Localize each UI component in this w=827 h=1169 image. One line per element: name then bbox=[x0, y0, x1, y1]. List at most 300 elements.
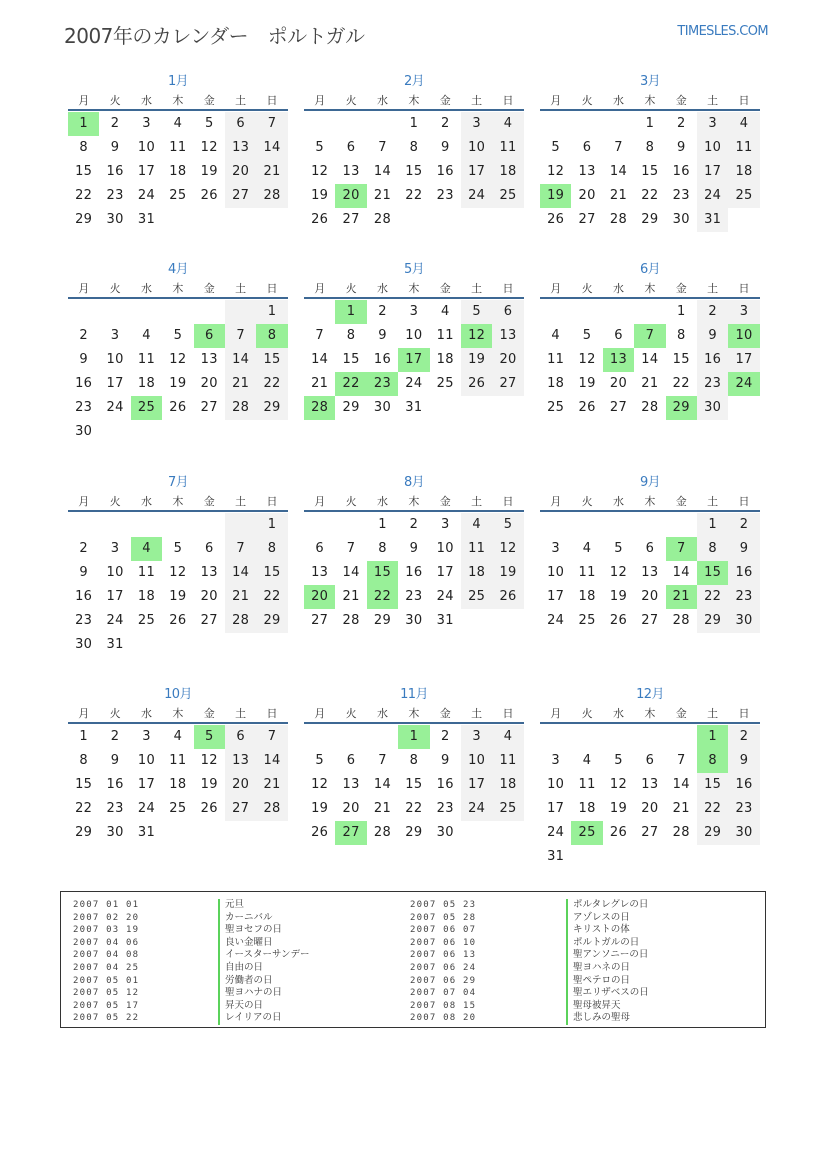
month-block bbox=[540, 260, 760, 420]
day-cell: 11 bbox=[547, 352, 565, 367]
weekday-label: 火 bbox=[581, 495, 593, 508]
empty-day-cell bbox=[335, 725, 366, 749]
day-cell: 25 bbox=[461, 585, 492, 609]
day-cell: 11 bbox=[578, 777, 596, 792]
holiday-name: 昇天の日 bbox=[218, 1000, 310, 1013]
day-cell: 25 bbox=[492, 184, 523, 208]
empty-day-cell bbox=[571, 513, 602, 537]
weekday-label: 木 bbox=[644, 94, 656, 107]
day-cell: 15 bbox=[697, 773, 728, 797]
day-cell: 11 bbox=[492, 749, 523, 773]
day-cell: 26 bbox=[547, 212, 565, 227]
day-cell: 13 bbox=[578, 164, 596, 179]
day-cell: 23 bbox=[436, 801, 454, 816]
weekday-label: 火 bbox=[581, 282, 593, 295]
day-cell: 26 bbox=[492, 585, 523, 609]
holiday-name: 聖エリザベスの日 bbox=[566, 987, 649, 1000]
day-cell: 8 bbox=[409, 140, 419, 155]
holiday-date: 2007 06 13 bbox=[410, 950, 477, 961]
holiday-day-cell: 23 bbox=[367, 372, 398, 396]
day-cell: 25 bbox=[169, 801, 187, 816]
day-cell: 30 bbox=[75, 424, 93, 439]
day-cell: 17 bbox=[461, 773, 492, 797]
month-block bbox=[68, 473, 288, 657]
day-cell: 13 bbox=[492, 324, 523, 348]
day-cell: 9 bbox=[676, 140, 686, 155]
day-cell: 11 bbox=[137, 352, 156, 367]
day-cell: 13 bbox=[200, 565, 218, 580]
day-cell: 14 bbox=[641, 352, 659, 367]
day-cell: 30 bbox=[697, 396, 728, 420]
day-cell: 22 bbox=[697, 797, 728, 821]
day-cell: 8 bbox=[697, 537, 728, 561]
day-cell: 3 bbox=[461, 725, 492, 749]
day-cell: 22 bbox=[672, 376, 690, 391]
day-cell: 20 bbox=[225, 773, 256, 797]
day-cell: 10 bbox=[461, 749, 492, 773]
day-cell: 25 bbox=[547, 400, 565, 415]
day-cell: 1 bbox=[409, 116, 419, 131]
day-cell: 13 bbox=[641, 565, 659, 580]
day-cell: 2 bbox=[728, 725, 759, 749]
day-cell: 10 bbox=[547, 565, 565, 580]
day-cell: 4 bbox=[173, 116, 183, 131]
weekday-label: 土 bbox=[235, 282, 247, 295]
day-cell: 2 bbox=[440, 116, 450, 131]
holiday-date: 2007 04 08 bbox=[73, 950, 140, 961]
day-cell: 26 bbox=[311, 825, 329, 840]
holiday-date: 2007 08 20 bbox=[410, 1013, 477, 1024]
day-cell: 7 bbox=[225, 537, 256, 561]
day-cell: 9 bbox=[79, 352, 88, 367]
day-cell: 24 bbox=[436, 589, 454, 604]
weekday-label: 木 bbox=[408, 94, 420, 107]
weekday-label: 月 bbox=[550, 282, 562, 295]
month-name: 9月 bbox=[639, 475, 661, 490]
day-cell: 19 bbox=[461, 348, 492, 372]
day-cell: 14 bbox=[609, 164, 628, 179]
weekday-label: 木 bbox=[644, 282, 656, 295]
holiday-date: 2007 01 01 bbox=[73, 900, 140, 910]
day-cell: 22 bbox=[256, 585, 287, 609]
day-cell: 27 bbox=[609, 400, 628, 415]
day-cell: 19 bbox=[609, 801, 628, 816]
day-cell: 12 bbox=[311, 777, 329, 792]
weekday-label: 土 bbox=[235, 94, 247, 107]
day-cell: 30 bbox=[106, 212, 124, 227]
day-cell: 9 bbox=[697, 324, 728, 348]
day-grid bbox=[540, 300, 760, 420]
holiday-date: 2007 03 19 bbox=[73, 925, 140, 936]
day-cell: 12 bbox=[578, 352, 596, 367]
day-cell: 30 bbox=[436, 825, 454, 840]
weekday-label: 水 bbox=[376, 495, 388, 508]
day-cell: 5 bbox=[614, 753, 623, 768]
holiday-day-cell: 24 bbox=[728, 372, 759, 396]
empty-day-cell bbox=[367, 725, 398, 749]
day-cell: 22 bbox=[641, 188, 659, 203]
holiday-day-cell: 22 bbox=[367, 585, 398, 609]
day-cell: 19 bbox=[609, 589, 628, 604]
weekday-label: 土 bbox=[471, 282, 483, 295]
weekday-label: 月 bbox=[550, 707, 562, 720]
day-cell: 5 bbox=[173, 328, 183, 343]
day-cell: 12 bbox=[492, 537, 523, 561]
holiday-date: 2007 06 24 bbox=[410, 962, 477, 973]
day-cell: 23 bbox=[405, 589, 423, 604]
day-cell: 27 bbox=[311, 613, 329, 628]
day-cell: 2 bbox=[409, 517, 419, 532]
month-block bbox=[540, 473, 760, 633]
day-cell: 16 bbox=[728, 561, 759, 585]
day-grid bbox=[68, 300, 288, 444]
day-cell: 18 bbox=[578, 589, 596, 604]
day-cell: 1 bbox=[256, 300, 287, 324]
day-cell: 3 bbox=[110, 541, 120, 556]
day-cell: 21 bbox=[373, 188, 392, 203]
holiday-day-cell: 4 bbox=[131, 537, 162, 561]
weekday-label: 土 bbox=[235, 707, 247, 720]
day-cell: 21 bbox=[256, 773, 287, 797]
day-cell: 19 bbox=[200, 164, 218, 179]
holiday-date: 2007 05 12 bbox=[73, 988, 140, 999]
day-cell: 31 bbox=[106, 637, 124, 652]
day-cell: 5 bbox=[315, 753, 324, 768]
day-cell: 6 bbox=[582, 140, 592, 155]
weekday-label: 日 bbox=[738, 282, 750, 295]
weekday-label: 月 bbox=[78, 707, 90, 720]
day-grid bbox=[304, 725, 524, 845]
day-cell: 15 bbox=[75, 164, 93, 179]
day-cell: 5 bbox=[551, 140, 560, 155]
day-cell: 3 bbox=[440, 517, 450, 532]
day-cell: 23 bbox=[672, 188, 690, 203]
empty-day-cell bbox=[225, 513, 256, 537]
weekday-label: 土 bbox=[471, 94, 483, 107]
day-cell: 11 bbox=[728, 136, 759, 160]
day-cell: 28 bbox=[373, 212, 392, 227]
day-cell: 28 bbox=[342, 613, 360, 628]
weekday-label: 土 bbox=[707, 282, 719, 295]
holiday-name: 良い金曜日 bbox=[218, 937, 310, 950]
day-cell: 18 bbox=[137, 589, 156, 604]
day-cell: 25 bbox=[169, 188, 187, 203]
day-cell: 28 bbox=[256, 797, 287, 821]
weekday-label: 木 bbox=[644, 495, 656, 508]
day-cell: 16 bbox=[697, 348, 728, 372]
holiday-name: ポルトガルの日 bbox=[566, 937, 649, 950]
weekday-label: 水 bbox=[376, 707, 388, 720]
day-cell: 4 bbox=[551, 328, 560, 343]
holiday-day-cell: 12 bbox=[461, 324, 492, 348]
month-block bbox=[68, 685, 288, 845]
day-cell: 23 bbox=[106, 801, 124, 816]
month-block bbox=[304, 685, 524, 845]
day-cell: 6 bbox=[315, 541, 324, 556]
day-cell: 12 bbox=[169, 565, 187, 580]
day-cell: 8 bbox=[676, 328, 686, 343]
weekday-label: 日 bbox=[266, 282, 278, 295]
weekday-label: 月 bbox=[78, 282, 90, 295]
holiday-name: 聖ペテロの日 bbox=[566, 975, 649, 988]
day-cell: 18 bbox=[492, 773, 523, 797]
weekday-label: 金 bbox=[439, 495, 451, 508]
empty-day-cell bbox=[603, 725, 634, 749]
day-cell: 6 bbox=[346, 140, 356, 155]
weekday-label: 日 bbox=[738, 495, 750, 508]
weekday-label: 木 bbox=[408, 495, 420, 508]
day-cell: 13 bbox=[641, 777, 659, 792]
day-cell: 14 bbox=[373, 777, 392, 792]
day-cell: 28 bbox=[672, 825, 690, 840]
day-cell: 17 bbox=[436, 565, 454, 580]
month-block bbox=[304, 473, 524, 633]
day-cell: 9 bbox=[728, 537, 759, 561]
weekday-label: 火 bbox=[109, 94, 121, 107]
day-cell: 14 bbox=[373, 164, 392, 179]
day-cell: 31 bbox=[547, 849, 565, 864]
day-cell: 22 bbox=[405, 188, 423, 203]
day-cell: 28 bbox=[256, 184, 287, 208]
day-cell: 11 bbox=[436, 328, 454, 343]
holiday-day-cell: 7 bbox=[666, 537, 697, 561]
day-cell: 22 bbox=[75, 188, 93, 203]
day-cell: 10 bbox=[106, 565, 124, 580]
day-cell: 14 bbox=[225, 561, 256, 585]
empty-day-cell bbox=[603, 300, 634, 324]
holiday-date: 2007 05 17 bbox=[73, 1000, 140, 1011]
holiday-date: 2007 07 04 bbox=[410, 988, 477, 999]
day-cell: 3 bbox=[697, 112, 728, 136]
holiday-dates-col-1 bbox=[73, 899, 139, 1025]
holiday-day-cell: 17 bbox=[398, 348, 429, 372]
holiday-list bbox=[60, 891, 766, 1028]
day-grid bbox=[540, 112, 760, 232]
day-cell: 24 bbox=[697, 184, 728, 208]
holiday-name: カーニバル bbox=[218, 912, 310, 925]
day-cell: 6 bbox=[225, 725, 256, 749]
day-cell: 30 bbox=[728, 609, 759, 633]
day-cell: 22 bbox=[75, 801, 93, 816]
day-cell: 6 bbox=[645, 753, 655, 768]
holiday-day-cell: 1 bbox=[697, 725, 728, 749]
day-cell: 16 bbox=[728, 773, 759, 797]
day-cell: 2 bbox=[79, 328, 88, 343]
weekday-label: 火 bbox=[109, 495, 121, 508]
day-cell: 27 bbox=[578, 212, 596, 227]
day-cell: 2 bbox=[79, 541, 88, 556]
day-cell: 20 bbox=[200, 376, 218, 391]
holiday-date: 2007 06 29 bbox=[410, 975, 477, 986]
day-cell: 5 bbox=[315, 140, 324, 155]
day-cell: 12 bbox=[200, 140, 218, 155]
day-cell: 5 bbox=[173, 541, 183, 556]
day-cell: 18 bbox=[547, 376, 565, 391]
weekday-label: 月 bbox=[550, 94, 562, 107]
day-cell: 8 bbox=[378, 541, 387, 556]
empty-day-cell bbox=[571, 112, 602, 136]
day-cell: 19 bbox=[169, 589, 187, 604]
holiday-name: ポルタレグレの日 bbox=[566, 899, 649, 912]
day-cell: 18 bbox=[578, 801, 596, 816]
day-cell: 11 bbox=[492, 136, 523, 160]
weekday-header bbox=[540, 280, 760, 299]
day-cell: 9 bbox=[378, 328, 387, 343]
day-cell: 19 bbox=[311, 801, 329, 816]
weekday-label: 木 bbox=[172, 495, 184, 508]
month-name: 1月 bbox=[167, 74, 189, 89]
empty-day-cell bbox=[194, 300, 225, 324]
day-cell: 16 bbox=[373, 352, 392, 367]
weekday-label: 月 bbox=[314, 707, 326, 720]
day-cell: 15 bbox=[256, 561, 287, 585]
day-cell: 29 bbox=[75, 212, 93, 227]
empty-day-cell bbox=[68, 300, 99, 324]
weekday-label: 木 bbox=[408, 282, 420, 295]
holiday-name: 聖アンソニーの日 bbox=[566, 949, 649, 962]
empty-day-cell bbox=[131, 513, 162, 537]
holiday-day-cell: 1 bbox=[68, 112, 99, 136]
day-cell: 2 bbox=[110, 729, 120, 744]
weekday-label: 日 bbox=[502, 94, 514, 107]
day-cell: 16 bbox=[75, 589, 93, 604]
weekday-label: 日 bbox=[266, 94, 278, 107]
holiday-name: レイリアの日 bbox=[218, 1012, 310, 1025]
day-cell: 23 bbox=[728, 585, 759, 609]
day-cell: 29 bbox=[373, 613, 392, 628]
day-cell: 17 bbox=[137, 777, 156, 792]
day-cell: 18 bbox=[461, 561, 492, 585]
day-cell: 1 bbox=[676, 304, 686, 319]
weekday-label: 水 bbox=[140, 94, 152, 107]
day-cell: 17 bbox=[106, 589, 124, 604]
day-cell: 21 bbox=[609, 188, 628, 203]
day-cell: 6 bbox=[492, 300, 523, 324]
day-cell: 2 bbox=[378, 304, 387, 319]
weekday-label: 土 bbox=[707, 707, 719, 720]
weekday-label: 土 bbox=[471, 707, 483, 720]
day-cell: 10 bbox=[137, 140, 156, 155]
holiday-day-cell: 1 bbox=[398, 725, 429, 749]
month-block bbox=[304, 72, 524, 232]
holiday-day-cell: 28 bbox=[304, 396, 335, 420]
empty-day-cell bbox=[666, 725, 697, 749]
day-cell: 28 bbox=[641, 400, 659, 415]
weekday-label: 木 bbox=[172, 707, 184, 720]
weekday-header bbox=[540, 493, 760, 512]
holiday-name: 元旦 bbox=[218, 899, 310, 912]
day-grid bbox=[304, 513, 524, 633]
day-cell: 29 bbox=[75, 825, 93, 840]
day-cell: 13 bbox=[225, 749, 256, 773]
holiday-day-cell: 8 bbox=[697, 749, 728, 773]
day-cell: 15 bbox=[641, 164, 659, 179]
empty-day-cell bbox=[634, 300, 665, 324]
holiday-name: 聖ヨハナの日 bbox=[218, 987, 310, 1000]
weekday-label: 水 bbox=[612, 707, 624, 720]
holiday-name: 悲しみの聖母 bbox=[566, 1012, 649, 1025]
holiday-date: 2007 06 07 bbox=[410, 925, 477, 936]
holiday-day-cell: 5 bbox=[194, 725, 225, 749]
day-cell: 7 bbox=[378, 140, 387, 155]
day-cell: 6 bbox=[204, 541, 214, 556]
day-cell: 24 bbox=[137, 188, 156, 203]
day-cell: 11 bbox=[137, 565, 156, 580]
day-cell: 4 bbox=[582, 753, 592, 768]
day-cell: 27 bbox=[200, 400, 218, 415]
holiday-date: 2007 05 22 bbox=[73, 1013, 140, 1024]
day-cell: 13 bbox=[342, 777, 360, 792]
holiday-name: 聖ヨハネの日 bbox=[566, 962, 649, 975]
holiday-day-cell: 20 bbox=[304, 585, 335, 609]
day-cell: 26 bbox=[609, 825, 628, 840]
day-cell: 12 bbox=[609, 565, 628, 580]
day-cell: 17 bbox=[728, 348, 759, 372]
day-cell: 25 bbox=[728, 184, 759, 208]
day-cell: 4 bbox=[142, 328, 151, 343]
day-cell: 31 bbox=[436, 613, 454, 628]
holiday-name: アゾレスの日 bbox=[566, 912, 649, 925]
day-cell: 2 bbox=[676, 116, 686, 131]
day-cell: 23 bbox=[728, 797, 759, 821]
weekday-label: 水 bbox=[140, 495, 152, 508]
day-cell: 20 bbox=[578, 188, 596, 203]
day-cell: 16 bbox=[405, 565, 423, 580]
month-name: 5月 bbox=[403, 262, 425, 277]
month-block bbox=[540, 72, 760, 232]
empty-day-cell bbox=[571, 725, 602, 749]
day-cell: 13 bbox=[225, 136, 256, 160]
holiday-day-cell: 15 bbox=[367, 561, 398, 585]
day-cell: 19 bbox=[311, 188, 329, 203]
weekday-label: 火 bbox=[581, 94, 593, 107]
weekday-label: 日 bbox=[502, 707, 514, 720]
holiday-day-cell: 6 bbox=[194, 324, 225, 348]
day-cell: 29 bbox=[256, 396, 287, 420]
day-cell: 21 bbox=[225, 372, 256, 396]
day-cell: 24 bbox=[461, 184, 492, 208]
weekday-label: 日 bbox=[502, 282, 514, 295]
day-cell: 15 bbox=[405, 164, 423, 179]
day-cell: 14 bbox=[225, 348, 256, 372]
day-cell: 27 bbox=[342, 212, 360, 227]
day-cell: 14 bbox=[342, 565, 360, 580]
weekday-label: 金 bbox=[203, 94, 215, 107]
day-cell: 28 bbox=[609, 212, 628, 227]
weekday-label: 日 bbox=[738, 94, 750, 107]
day-cell: 12 bbox=[609, 777, 628, 792]
day-cell: 29 bbox=[641, 212, 659, 227]
weekday-label: 金 bbox=[203, 707, 215, 720]
day-cell: 11 bbox=[578, 565, 596, 580]
day-cell: 25 bbox=[137, 613, 156, 628]
day-cell: 15 bbox=[342, 352, 360, 367]
day-cell: 26 bbox=[311, 212, 329, 227]
weekday-label: 木 bbox=[172, 94, 184, 107]
day-cell: 1 bbox=[378, 517, 387, 532]
day-cell: 11 bbox=[461, 537, 492, 561]
site-brand-link[interactable]: TIMESLES.COM bbox=[677, 24, 768, 39]
day-cell: 3 bbox=[728, 300, 759, 324]
day-cell: 13 bbox=[200, 352, 218, 367]
empty-day-cell bbox=[603, 513, 634, 537]
weekday-label: 水 bbox=[376, 282, 388, 295]
day-cell: 2 bbox=[728, 513, 759, 537]
day-cell: 29 bbox=[405, 825, 423, 840]
holiday-day-cell: 29 bbox=[666, 396, 697, 420]
day-cell: 3 bbox=[409, 304, 419, 319]
weekday-label: 火 bbox=[581, 707, 593, 720]
